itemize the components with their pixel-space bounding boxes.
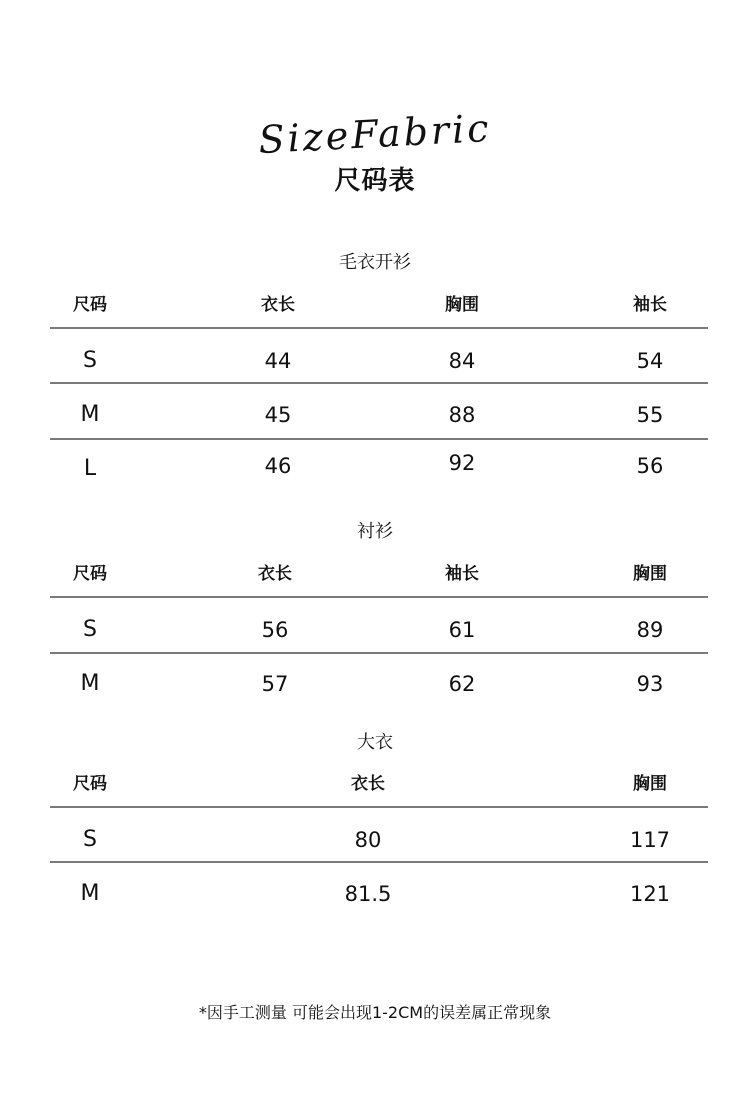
divider <box>50 382 708 384</box>
column-header: 袖长 <box>445 564 479 584</box>
table-row <box>50 610 708 650</box>
table-cell: 92 <box>448 451 476 475</box>
brand-script-title: SizeFabric <box>257 105 493 163</box>
table-header-row <box>50 285 708 325</box>
table-cell: 44 <box>264 349 292 373</box>
column-header: 尺码 <box>73 774 107 794</box>
table-row <box>50 341 708 381</box>
table-header-row <box>50 764 708 804</box>
section-title-sweater: 毛衣开衫 <box>339 252 411 273</box>
table-cell: 117 <box>629 828 671 852</box>
table-cell: 45 <box>264 403 292 427</box>
table-cell: 55 <box>636 403 664 427</box>
table-cell: 80 <box>354 828 382 852</box>
table-cell: 54 <box>636 349 664 373</box>
size-cell: M <box>80 671 100 696</box>
divider <box>50 596 708 598</box>
column-header: 尺码 <box>73 564 107 584</box>
table-cell: 121 <box>629 882 671 906</box>
table-row <box>50 395 708 435</box>
table-row <box>50 446 708 486</box>
divider <box>50 327 708 329</box>
table-cell: 84 <box>448 349 476 373</box>
divider <box>50 438 708 440</box>
column-header: 尺码 <box>73 295 107 315</box>
divider <box>50 806 708 808</box>
table-cell: 57 <box>261 672 289 696</box>
size-cell: S <box>83 348 97 373</box>
measurement-note: *因手工测量 可能会出现1-2CM的误差属正常现象 <box>198 1003 552 1022</box>
table-cell: 46 <box>264 454 292 478</box>
table-row <box>50 820 708 860</box>
section-title-shirt: 衬衫 <box>357 521 393 542</box>
table-cell: 56 <box>636 454 664 478</box>
column-header: 衣长 <box>261 295 295 315</box>
table-cell: 93 <box>636 672 664 696</box>
table-row <box>50 664 708 704</box>
table-cell: 56 <box>261 618 289 642</box>
page-title: 尺码表 <box>334 166 416 196</box>
column-header: 胸围 <box>633 774 667 794</box>
table-cell: 62 <box>448 672 476 696</box>
divider <box>50 652 708 654</box>
divider <box>50 861 708 863</box>
table-row <box>50 874 708 914</box>
size-cell: L <box>83 456 97 481</box>
size-cell: M <box>80 402 100 427</box>
column-header: 袖长 <box>633 295 667 315</box>
table-cell: 89 <box>636 618 664 642</box>
size-cell: S <box>83 617 97 642</box>
section-title-coat: 大衣 <box>357 732 393 753</box>
table-cell: 88 <box>448 403 476 427</box>
table-cell: 61 <box>448 618 476 642</box>
size-cell: S <box>83 827 97 852</box>
table-cell: 81.5 <box>344 882 392 906</box>
table-header-row <box>50 554 708 594</box>
size-cell: M <box>80 881 100 906</box>
column-header: 胸围 <box>445 295 479 315</box>
column-header: 衣长 <box>351 774 385 794</box>
column-header: 衣长 <box>258 564 292 584</box>
column-header: 胸围 <box>633 564 667 584</box>
